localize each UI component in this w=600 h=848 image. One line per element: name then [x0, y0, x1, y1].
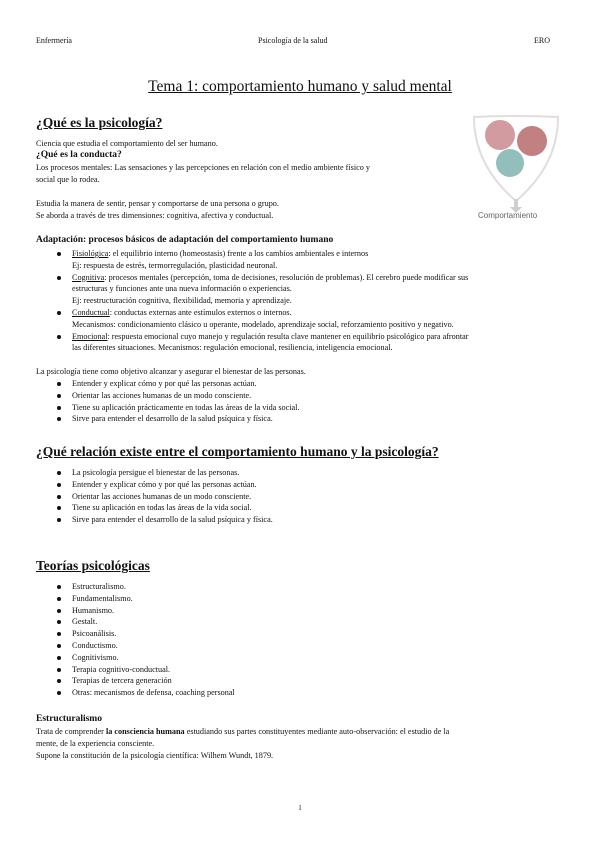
- list-item: Tiene su aplicación en todas las áreas de la vida social.: [54, 502, 273, 514]
- list-item: Otras: mecanismos de defensa, coaching personal: [54, 687, 235, 699]
- study-line-1: Estudia la manera de sentir, pensar y comportarse de una persona o grupo.: [36, 199, 279, 208]
- objective-list: [54, 378, 300, 425]
- adaptation-sub: Ej: reestructuración cognitiva, flexibilidad, memoria y aprendizaje.: [72, 296, 292, 306]
- conduct-line-2: social que lo rodea.: [36, 175, 100, 184]
- adaptation-term: Cognitiva: [72, 272, 105, 282]
- adaptation-text: : el equilibrio interno (homeostasis) frente a los cambios ambientales e internos: [108, 249, 369, 258]
- list-item: Cognitivismo.: [54, 652, 235, 664]
- diagram-caption: Comportamiento: [478, 211, 538, 220]
- theories-list: [54, 581, 235, 699]
- circle-cognitive: [485, 120, 515, 150]
- list-item: Gestalt.: [54, 616, 235, 628]
- circle-affective: [517, 126, 547, 156]
- list-item: Sirve para entender el desarrollo de la salud psíquica y física.: [54, 514, 273, 526]
- behavior-dimensions-diagram: [470, 115, 562, 223]
- list-item: Estructuralismo.: [54, 581, 235, 593]
- adaptation-text: : respuesta emocional cuyo manejo y regulación resulta clave mantener en equilibrio psicológico para afrontar: [107, 331, 469, 341]
- diagram-svg: [470, 115, 562, 223]
- list-item: [54, 307, 469, 331]
- conduct-heading: ¿Qué es la conducta?: [36, 150, 122, 160]
- list-item: Entender y explicar cómo y por qué las personas actúan.: [54, 378, 300, 390]
- adaptation-heading: Adaptación: procesos básicos de adaptación del comportamiento humano: [36, 235, 334, 245]
- adaptation-text: : conductas externas ante estímulos externos o internos.: [109, 307, 292, 317]
- structuralism-line-2: mente, de la experiencia consciente.: [36, 739, 155, 748]
- page-number: 1: [298, 804, 302, 812]
- structuralism-pre: Trata de comprender: [36, 727, 106, 736]
- list-item: Psicoanálisis.: [54, 628, 235, 640]
- adaptation-sub: estructuras y funciones ante una nueva información o experiencias.: [72, 284, 292, 294]
- adaptation-term: Emocional: [72, 331, 108, 341]
- list-item: Tiene su aplicación prácticamente en todas las áreas de la vida social.: [54, 402, 300, 414]
- list-item: [54, 248, 469, 272]
- circle-behavioral: [496, 149, 524, 177]
- page-title: Tema 1: comportamiento humano y salud mental: [148, 78, 452, 95]
- structuralism-line-3: Supone la constitución de la psicología científica: Wilhem Wundt, 1879.: [36, 751, 274, 760]
- structuralism-bold: la consciencia humana: [105, 727, 185, 736]
- list-item: Conductismo.: [54, 640, 235, 652]
- list-item: Orientar las acciones humanas de un modo consciente.: [54, 491, 273, 503]
- list-item: [54, 272, 469, 307]
- conduct-line-1: Los procesos mentales: Las sensaciones y las percepciones en relación con el medio ambiente físico y: [36, 163, 370, 172]
- study-line-2: Se aborda a través de tres dimensiones: cognitiva, afectiva y conductual.: [36, 211, 274, 220]
- objective-intro: La psicología tiene como objetivo alcanzar y asegurar el bienestar de las personas.: [36, 367, 306, 376]
- structuralism-line-1: [36, 726, 449, 738]
- adaptation-text: : procesos mentales (percepción, toma de decisiones, resolución de problemas). El cerebro puede modificar sus: [104, 272, 469, 282]
- psychology-definition: Ciencia que estudia el comportamiento del ser humano.: [36, 139, 218, 148]
- relation-list: [54, 467, 273, 526]
- list-item: Terapias de tercera generación: [54, 675, 235, 687]
- adaptation-sub: Ej: respuesta de estrés, termorregulación, plasticidad neuronal.: [72, 260, 278, 270]
- list-item: Terapia cognitivo-conductual.: [54, 664, 235, 676]
- list-item: Entender y explicar cómo y por qué las personas actúan.: [54, 479, 273, 491]
- list-item: [54, 331, 469, 355]
- adaptation-term: Conductual: [72, 307, 110, 317]
- list-item: Fundamentalismo.: [54, 593, 235, 605]
- section-heading-relation: ¿Qué relación existe entre el comportamiento humano y la psicología?: [36, 444, 439, 459]
- list-item: Sirve para entender el desarrollo de la salud psíquica y física.: [54, 413, 300, 425]
- header-subject: Psicología de la salud: [258, 36, 328, 45]
- section-heading-theories: Teorías psicológicas: [36, 558, 150, 573]
- list-item: Orientar las acciones humanas de un modo consciente.: [54, 390, 300, 402]
- list-item: La psicología persigue el bienestar de las personas.: [54, 467, 273, 479]
- adaptation-term: Fisiológica: [72, 249, 109, 258]
- list-item: Humanismo.: [54, 605, 235, 617]
- header-author: ERO: [534, 36, 550, 45]
- structuralism-heading: Estructuralismo: [36, 714, 102, 724]
- header-course: Enfermería: [36, 36, 72, 45]
- structuralism-post: estudiando sus partes constituyentes mediante auto-observación: el estudio de la: [184, 727, 450, 736]
- adaptation-sub: las diferentes situaciones. Mecanismos: regulación emocional, resiliencia, inteligencia emocional.: [72, 343, 393, 353]
- adaptation-sub: Mecanismos: condicionamiento clásico u operante, modelado, aprendizaje social, reforzamiento positivo y negativo.: [72, 319, 454, 329]
- section-heading-psychology: ¿Qué es la psicología?: [36, 115, 163, 130]
- adaptation-list: [54, 248, 469, 354]
